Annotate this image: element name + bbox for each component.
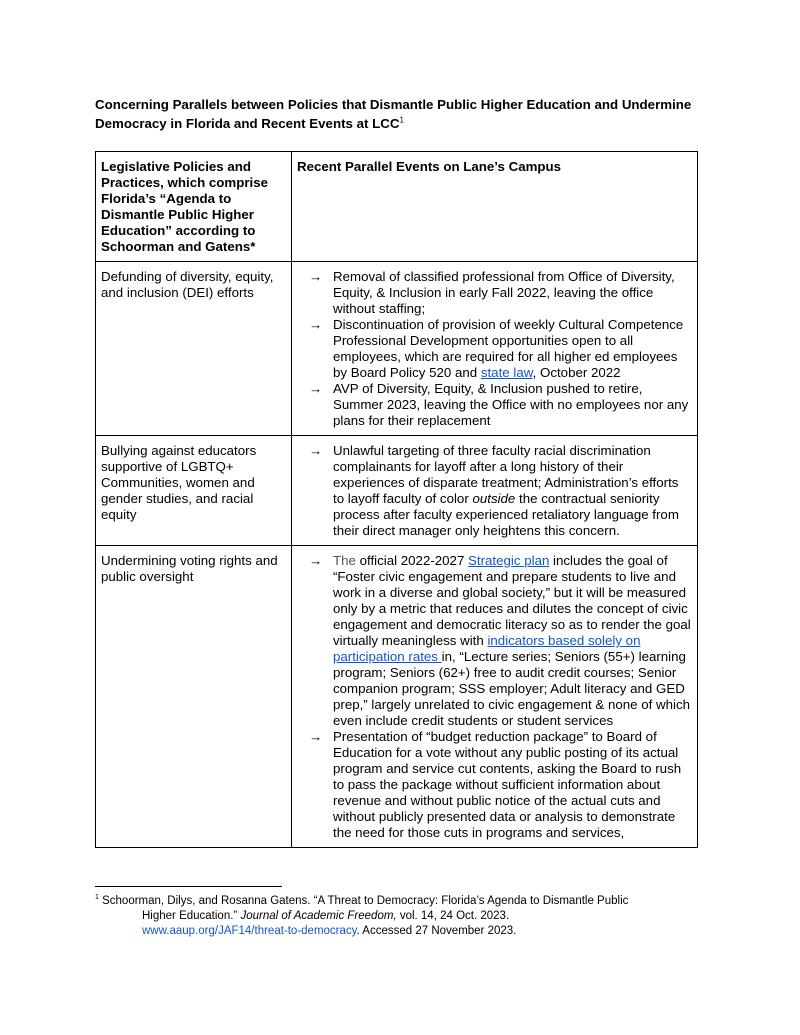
arrow-right-icon: → — [309, 443, 323, 458]
arrow-right-icon: → — [309, 317, 323, 332]
table-header-row — [96, 152, 698, 262]
arrow-right-icon: → — [309, 553, 323, 568]
document-title — [95, 95, 715, 133]
footnote-url-link[interactable]: www.aaup.org/JAF14/threat-to-democracy — [142, 925, 357, 937]
header-events: Recent Parallel Events on Lane’s Campus — [292, 152, 698, 262]
event-text: Discontinuation of provision of weekly Cultural Competence Professional Development opportunities open to all employees, which are required for all higher ed employees by Board Policy 520 and — [333, 317, 684, 380]
event-text: the contractual seniority process after faculty experienced retaliatory language from their direct manager only heightens this concern. — [333, 491, 679, 538]
arrow-right-icon: → — [309, 269, 323, 284]
footnote-line-3 — [95, 924, 735, 939]
list-item — [309, 381, 692, 429]
events-cell — [292, 436, 698, 546]
event-text: The — [333, 553, 356, 568]
arrow-right-icon: → — [309, 381, 323, 396]
events-cell — [292, 546, 698, 848]
footnote-marker[interactable]: 1 — [399, 115, 404, 125]
events-list — [297, 443, 692, 539]
list-item — [309, 553, 692, 729]
footnote-number: 1 — [95, 894, 99, 902]
emphasis-text: outside — [472, 491, 516, 506]
indicators-link[interactable]: indicators based solely on participation rates — [333, 633, 641, 664]
arrow-right-icon: → — [309, 729, 323, 744]
state-law-link[interactable]: state law — [480, 365, 533, 380]
footnote-text: Schoorman, Dilys, and Rosanna Gatens. “A Threat to Democracy: Florida’s Agenda to Dismantle Public — [98, 895, 629, 907]
table-row — [96, 546, 698, 848]
event-text: official 2022-2027 — [355, 553, 469, 568]
journal-title: Journal of Academic Freedom, — [240, 910, 397, 922]
footnote-text: vol. 14, 24 Oct. 2023. — [396, 910, 510, 922]
event-text: AVP of Diversity, Equity, & Inclusion pushed to retire, Summer 2023, leaving the Office with no employees nor any plans for their replacement — [333, 381, 689, 428]
header-policies: Legislative Policies and Practices, which comprise Florida’s “Agenda to Dismantle Public Higher Education” according to Schoorman and Gatens* — [96, 152, 292, 262]
event-text: Unlawful targeting of three faculty racial discrimination complainants for layoff after a long history of their experiences of disparate treatment; Administration’s efforts to layoff faculty of color — [333, 443, 679, 506]
list-item — [309, 729, 692, 841]
policy-cell: Bullying against educators supportive of LGBTQ+ Communities, women and gender studies, and racial equity — [96, 436, 292, 546]
footnote-divider — [95, 886, 282, 887]
event-text: , October 2022 — [532, 365, 621, 380]
event-text: Removal of classified professional from Office of Diversity, Equity, & Inclusion in early Fall 2022, leaving the office without staffing; — [333, 269, 675, 316]
footnote-text: Higher Education.” — [142, 910, 241, 922]
list-item — [309, 443, 692, 539]
events-list — [297, 269, 692, 429]
policy-cell: Defunding of diversity, equity, and inclusion (DEI) efforts — [96, 262, 292, 436]
policy-cell: Undermining voting rights and public oversight — [96, 546, 292, 848]
title-text: Concerning Parallels between Policies that Dismantle Public Higher Education and Undermine Democracy in Florida and Recent Events at LCC — [95, 97, 692, 131]
list-item — [309, 269, 692, 317]
events-cell — [292, 262, 698, 436]
table-row — [96, 262, 698, 436]
footnote-line-2 — [95, 909, 735, 924]
event-text: includes the goal of “Foster civic engagement and prepare students to live and work in a diverse and global society,” but it will be measured only by a metric that reduces and dilutes the concept of civic engagement and democratic literacy so as to render the goal virtually meaningless with — [333, 553, 691, 648]
strategic-plan-link[interactable]: Strategic plan — [468, 553, 550, 568]
footnote — [95, 894, 735, 939]
event-text: in, “Lecture series; Seniors (55+) learning program; Seniors (62+) free to audit credit courses; Senior companion program; SSS employer; Adult literacy and GED prep,” largely unrelated to civic engagement & none of which even include credit students or student services — [333, 649, 691, 728]
parallels-table — [95, 151, 698, 848]
footnote-text: . Accessed 27 November 2023. — [356, 925, 517, 937]
event-text: Presentation of “budget reduction package” to Board of Education for a vote without any public posting of its actual program and service cut contents, asking the Board to rush to pass the package without sufficient information about revenue and without public notice of the actual cuts and without publicly presented data or analysis to demonstrate the need for those cuts in programs and services, — [333, 729, 682, 840]
events-list — [297, 553, 692, 841]
list-item — [309, 317, 692, 381]
table-row — [96, 436, 698, 546]
